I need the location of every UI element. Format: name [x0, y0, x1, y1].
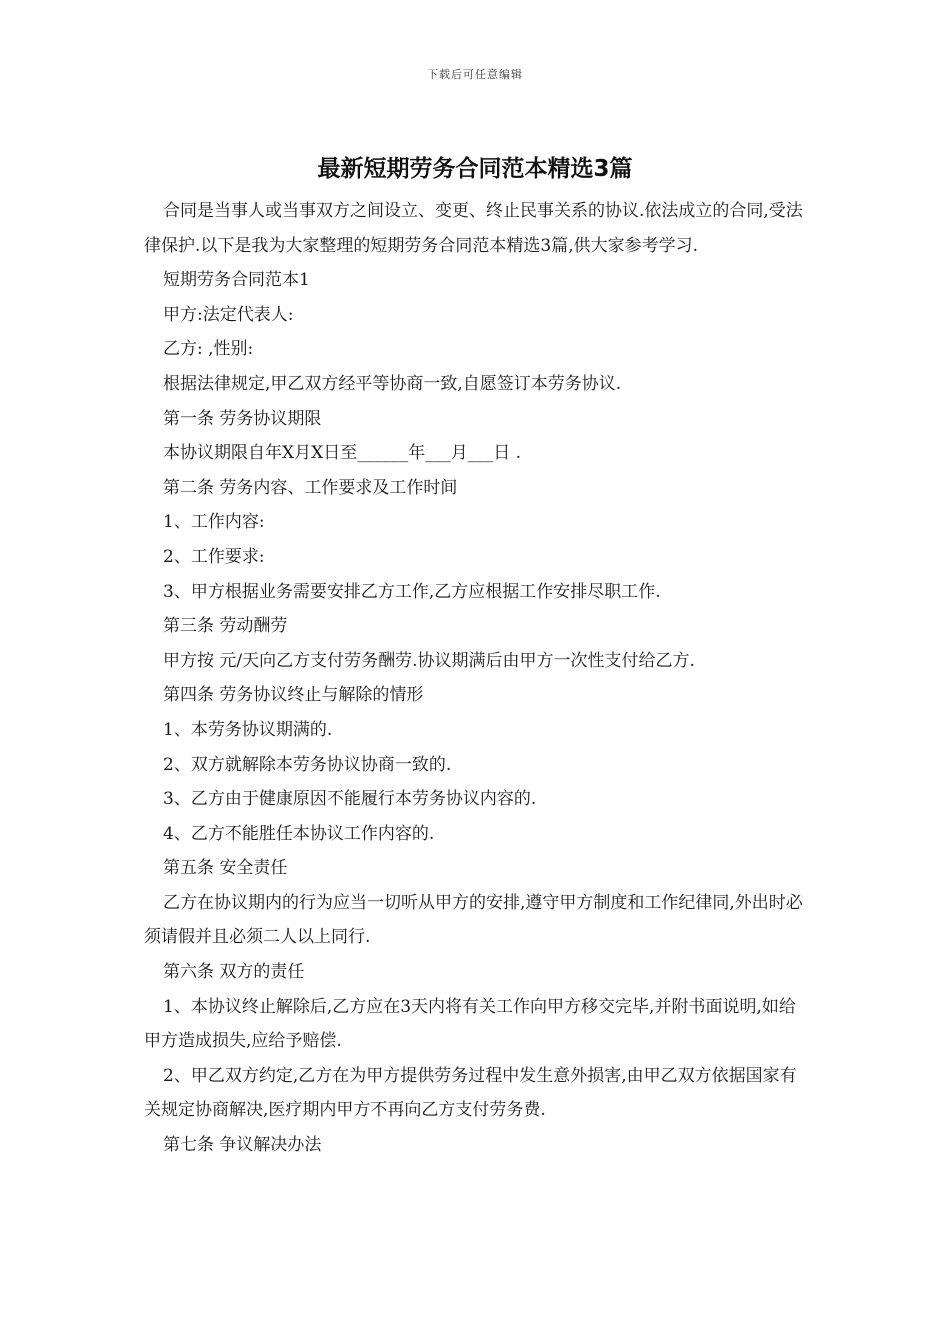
- article-6-item-1: 1、本协议终止解除后,乙方应在3天内将有关工作向甲方移交完毕,并附书面说明,如给甲方造成损失,应给予赔偿.: [144, 996, 796, 1052]
- article-6-item-2: 2、甲乙双方约定,乙方在为甲方提供劳务过程中发生意外损害,由甲乙双方依据国家有关规定协商解决,医疗期内甲方不再向乙方支付劳务费.: [144, 1065, 797, 1121]
- article-4-item-3: 3、乙方由于健康原因不能履行本劳务协议内容的.: [163, 789, 537, 810]
- preamble-paragraph: 根据法律规定,甲乙双方经平等协商一致,自愿签订本劳务协议.: [163, 373, 622, 394]
- article-1-text: 本协议期限自年X月X日至______年___月___日 .: [163, 443, 522, 464]
- article-5-heading: 第五条 安全责任: [163, 858, 288, 879]
- article-2-item-1: 1、工作内容:: [163, 512, 265, 533]
- article-2-heading: 第二条 劳务内容、工作要求及工作时间: [163, 477, 458, 498]
- header-note: 下载后可任意编辑: [427, 68, 523, 81]
- article-2-item-3: 3、甲方根据业务需要安排乙方工作,乙方应根据工作安排尽职工作.: [163, 581, 661, 602]
- article-4-item-2: 2、双方就解除本劳务协议协商一致的.: [163, 754, 452, 775]
- document-body: [144, 194, 812, 1163]
- article-6-heading: 第六条 双方的责任: [163, 962, 305, 983]
- article-3-text: 甲方按 元/天向乙方支付劳务酬劳.协议期满后由甲方一次性支付给乙方.: [163, 650, 695, 671]
- article-7-heading: 第七条 争议解决办法: [163, 1135, 322, 1156]
- section-heading: 短期劳务合同范本1: [163, 270, 310, 291]
- intro-paragraph: 合同是当事人或当事双方之间设立、变更、终止民事关系的协议.依法成立的合同,受法律保护.以下是我为大家整理的短期劳务合同范本精选3篇,供大家参考学习.: [144, 201, 803, 256]
- article-5-text: 乙方在协议期内的行为应当一切听从甲方的安排,遵守甲方制度和工作纪律同,外出时必须请假并且必须二人以上同行.: [144, 892, 803, 948]
- article-4-item-1: 1、本劳务协议期满的.: [163, 719, 333, 740]
- article-4-heading: 第四条 劳务协议终止与解除的情形: [163, 685, 424, 706]
- article-4-item-4: 4、乙方不能胜任本协议工作内容的.: [163, 823, 435, 844]
- party-b-line: 乙方: ,性别:: [163, 339, 254, 360]
- party-a-line: 甲方:法定代表人:: [163, 304, 294, 325]
- document-title: 最新短期劳务合同范本精选3篇: [317, 156, 633, 182]
- article-3-heading: 第三条 劳动酬劳: [163, 616, 288, 637]
- article-1-heading: 第一条 劳务协议期限: [163, 408, 322, 429]
- article-2-item-2: 2、工作要求:: [163, 546, 265, 567]
